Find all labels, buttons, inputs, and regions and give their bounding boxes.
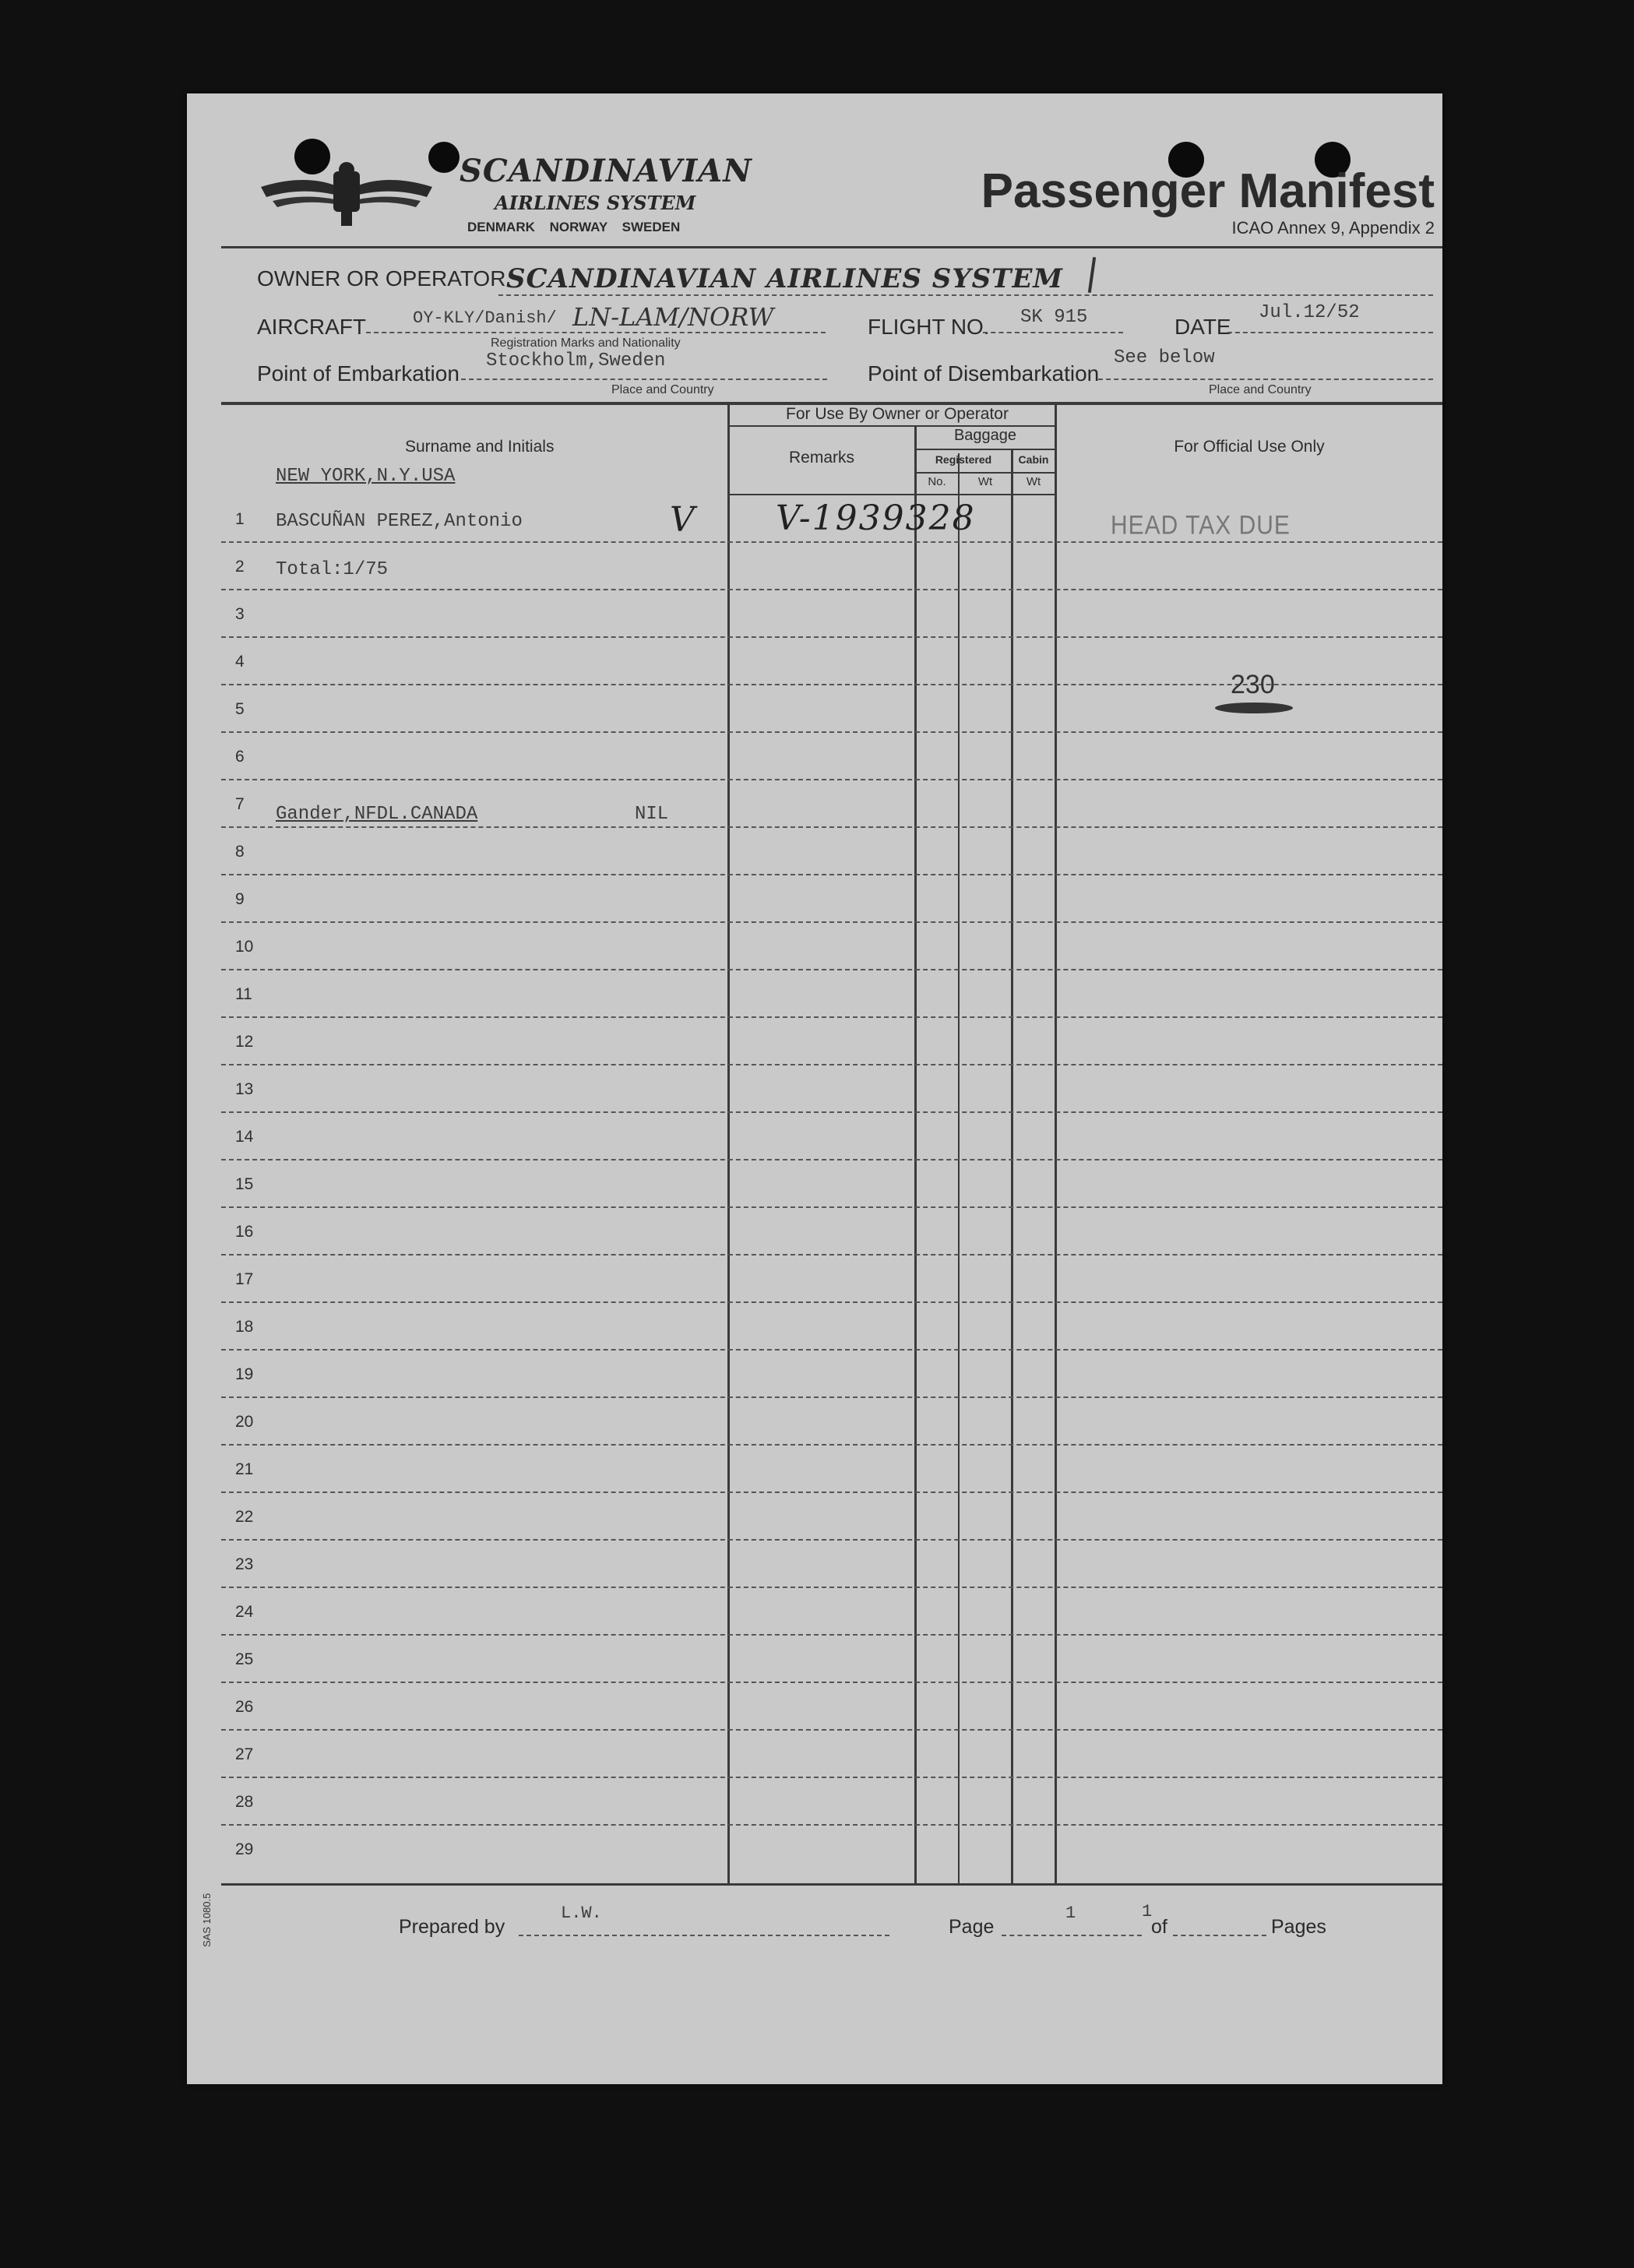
- col-divider-official: [1055, 403, 1057, 1883]
- row-line: [221, 1159, 1442, 1160]
- flight-line: [983, 332, 1123, 333]
- row-number: 24: [235, 1603, 254, 1621]
- row-number: 29: [235, 1840, 254, 1858]
- col-header-no: No.: [928, 475, 946, 488]
- aircraft-handwritten: LN-LAM/NORW: [572, 302, 774, 332]
- of-value: 1: [1142, 1902, 1153, 1921]
- owner-label: OWNER OR OPERATOR: [257, 266, 506, 291]
- page-value: 1: [1065, 1904, 1076, 1923]
- airline-name-line2: AIRLINES SYSTEM: [495, 192, 696, 214]
- row2-total: Total:1/75: [276, 559, 389, 580]
- row-line: [221, 1587, 1442, 1588]
- airline-name-line1: SCANDINAVIAN: [460, 153, 752, 189]
- row-line: [221, 1349, 1442, 1351]
- row-line: [221, 589, 1442, 590]
- row-number: 2: [235, 558, 245, 576]
- row-number: 13: [235, 1080, 254, 1098]
- row-line: [221, 1016, 1442, 1018]
- row1-check-mark: V: [670, 500, 695, 540]
- row-line: [221, 1539, 1442, 1541]
- disembarkation-caption: Place and Country: [1209, 383, 1312, 396]
- prepared-by-value: L.W.: [561, 1904, 602, 1923]
- row-line: [221, 874, 1442, 875]
- disembarkation-value: See below: [1114, 347, 1215, 368]
- col-header-baggage: Baggage: [953, 427, 1017, 444]
- airline-countries: DENMARK NORWAY SWEDEN: [467, 220, 681, 234]
- row-number: 25: [235, 1650, 254, 1668]
- date-label: DATE: [1174, 315, 1231, 339]
- owner-value: SCANDINAVIAN AIRLINES SYSTEM: [506, 263, 1063, 294]
- row-line: [221, 1301, 1442, 1303]
- col-header-wt-registered: Wt: [977, 475, 993, 488]
- col-divider-cabin: [1011, 450, 1013, 1883]
- row-line: [221, 779, 1442, 780]
- col-header-remarks: Remarks: [788, 449, 854, 467]
- row-line: [221, 1254, 1442, 1256]
- row-line: [221, 1634, 1442, 1636]
- row-number: 6: [235, 748, 245, 766]
- col-divider-registered: [914, 427, 917, 1883]
- row-line: [221, 1111, 1442, 1113]
- row7-destination: Gander,NFDL.CANADA: [276, 804, 478, 825]
- col-header-wt-cabin: Wt: [1026, 475, 1041, 488]
- row-line: [221, 731, 1442, 733]
- page-label: Page: [949, 1916, 995, 1938]
- aircraft-line: [366, 332, 826, 333]
- embarkation-caption: Place and Country: [611, 383, 714, 396]
- row-number: 23: [235, 1555, 254, 1573]
- official-number: 230: [1231, 670, 1275, 699]
- row-line: [221, 969, 1442, 970]
- row-number: 21: [235, 1460, 254, 1478]
- row-line: [221, 1824, 1442, 1826]
- row-line: [221, 541, 1442, 543]
- col-header-official: For Official Use Only: [1174, 438, 1325, 456]
- prepared-by-label: Prepared by: [399, 1916, 505, 1938]
- prepared-by-line: [519, 1935, 889, 1936]
- header-bottom-line: [727, 494, 1055, 495]
- row-number: 10: [235, 938, 254, 956]
- embarkation-value: Stockholm,Sweden: [486, 350, 666, 372]
- row-number: 12: [235, 1033, 254, 1051]
- row1-official-stamp: HEAD TAX DUE: [1111, 510, 1291, 541]
- row-number: 20: [235, 1413, 254, 1431]
- disembarkation-label: Point of Disembarkation: [868, 361, 1100, 386]
- owner-tick: [1088, 257, 1096, 293]
- disembarkation-line: [1098, 379, 1433, 380]
- row-line: [221, 921, 1442, 923]
- sub-header-underline: [916, 472, 1055, 474]
- row-line: [221, 826, 1442, 828]
- date-value: Jul.12/52: [1259, 302, 1360, 323]
- row-line: [221, 1396, 1442, 1398]
- col-divider-wt1: [958, 453, 960, 1883]
- row-number: 14: [235, 1128, 254, 1146]
- page-subtitle: ICAO Annex 9, Appendix 2: [1231, 218, 1435, 238]
- row-number: 8: [235, 843, 245, 861]
- col-header-cabin: Cabin: [1018, 453, 1049, 466]
- row-number: 18: [235, 1318, 254, 1336]
- table-bottom-border: [221, 1883, 1442, 1886]
- row-number: 9: [235, 890, 245, 908]
- row-line: [221, 1444, 1442, 1446]
- winged-emblem-icon: [257, 154, 436, 232]
- row7-nil: NIL: [635, 804, 669, 825]
- destination-new-york: NEW YORK,N.Y.USA: [276, 466, 456, 487]
- row-number: 4: [235, 653, 245, 671]
- flight-value: SK 915: [1020, 307, 1088, 328]
- row-number: 1: [235, 510, 245, 528]
- row-number: 28: [235, 1793, 254, 1811]
- date-line: [1227, 332, 1433, 333]
- aircraft-value: OY-KLY/Danish/: [413, 308, 557, 328]
- row-line: [221, 1064, 1442, 1065]
- row-number: 3: [235, 605, 245, 623]
- manifest-sheet: [187, 93, 1442, 2084]
- aircraft-caption: Registration Marks and Nationality: [491, 336, 681, 350]
- pages-label: Pages: [1271, 1916, 1326, 1938]
- col-header-name: Surname and Initials: [405, 438, 555, 456]
- embarkation-line: [461, 379, 827, 380]
- official-number-smudge: [1215, 703, 1293, 713]
- row-line: [221, 636, 1442, 638]
- aircraft-label: AIRCRAFT: [257, 315, 366, 339]
- of-line: [1173, 1935, 1266, 1936]
- row-line: [221, 1206, 1442, 1208]
- flight-label: FLIGHT NO.: [868, 315, 990, 339]
- row-number: 26: [235, 1698, 254, 1716]
- row-number: 27: [235, 1745, 254, 1763]
- col-divider-remarks: [727, 403, 730, 1883]
- of-label: of: [1151, 1916, 1167, 1938]
- row-number: 11: [235, 985, 252, 1003]
- row-line: [221, 1777, 1442, 1778]
- owner-line: [498, 294, 1433, 296]
- row-number: 7: [235, 795, 245, 813]
- row-line: [221, 1491, 1442, 1493]
- col-header-owner-group: For Use By Owner or Operator: [786, 405, 1009, 423]
- row-number: 15: [235, 1175, 254, 1193]
- page-title: Passenger Manifest: [981, 164, 1435, 218]
- row-number: 22: [235, 1508, 254, 1526]
- row1-remarks: V-1939328: [776, 498, 976, 538]
- row-number: 19: [235, 1365, 254, 1383]
- form-code: SAS 1080.5: [201, 1893, 213, 1947]
- page-line: [1002, 1935, 1142, 1936]
- baggage-underline: [916, 449, 1055, 450]
- row-number: 16: [235, 1223, 254, 1241]
- row-number: 5: [235, 700, 245, 718]
- row-line: [221, 1729, 1442, 1731]
- row-number: 17: [235, 1270, 254, 1288]
- row1-passenger-name: BASCUÑAN PEREZ,Antonio: [276, 511, 523, 532]
- row-line: [221, 1682, 1442, 1683]
- col-header-registered: Registered: [935, 453, 992, 466]
- header-divider: [221, 246, 1442, 248]
- embarkation-label: Point of Embarkation: [257, 361, 460, 386]
